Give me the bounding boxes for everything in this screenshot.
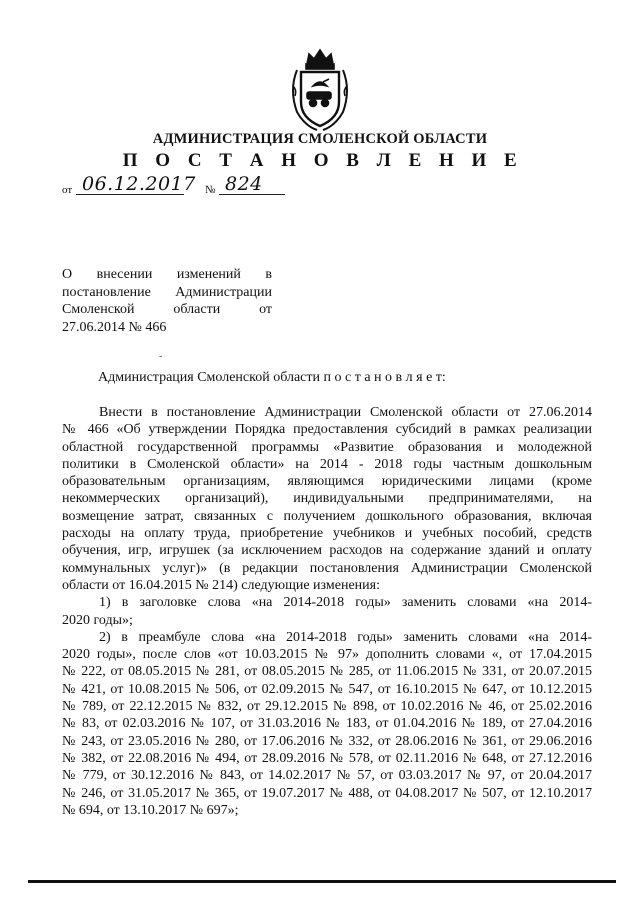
subject-line: 27.06.2014 № 466 bbox=[62, 319, 167, 335]
organization-name: АДМИНИСТРАЦИЯ СМОЛЕНСКОЙ ОБЛАСТИ bbox=[152, 131, 488, 147]
body-line: № 83, от 02.03.2016 № 107, от 31.03.2016 № 183, от 01.04.2016 № 189, от 27.04.2016 bbox=[62, 716, 592, 732]
subject-line: О внесении изменений в bbox=[62, 267, 272, 282]
body-line: 2020 годы», после слов «от 10.03.2015 № 97» дополнить словами «, от 17.04.2015 bbox=[62, 647, 592, 663]
date-underline bbox=[76, 194, 184, 195]
date-prefix: от bbox=[62, 184, 73, 196]
document-subject bbox=[62, 266, 272, 336]
number-underline bbox=[219, 194, 285, 195]
body-line: коммунальных услуг)» (в редакции постановления Администрации Смоленской bbox=[62, 560, 592, 576]
preamble bbox=[98, 370, 446, 386]
bottom-rule bbox=[28, 880, 616, 883]
body-line: возмещение затрат, связанных с получением дошкольного образования, включая bbox=[62, 508, 592, 524]
subject-line: постановление Администрации bbox=[62, 284, 272, 300]
body-line: 2) в преамбуле слова «на 2014-2018 годы» заменить словами «на 2014- bbox=[99, 629, 592, 645]
body-line: № 466 «Об утверждении Порядка предоставления субсидий в рамках реализации bbox=[62, 422, 592, 438]
body-line: политики в Смоленской области» на 2014 - 2018 годы частным дошкольным bbox=[62, 456, 592, 472]
preamble-verb: п о с т а н о в л я е т: bbox=[323, 370, 446, 385]
handwritten-number: 824 bbox=[225, 173, 263, 195]
body-line: № 779, от 30.12.2016 № 843, от 14.02.2017 № 57, от 03.03.2017 № 97, от 20.04.2017 bbox=[62, 768, 592, 784]
body-line: Внести в постановление Администрации Смоленской области от 27.06.2014 bbox=[99, 405, 592, 420]
body-line: расходы на оплату труда, приобретение учебников и учебных пособий, средств bbox=[62, 526, 592, 542]
document-body bbox=[62, 404, 592, 819]
body-line: № 789, от 22.12.2015 № 832, от 29.12.2015 № 898, от 10.02.2016 № 46, от 25.02.2016 bbox=[62, 699, 592, 715]
body-line: обучения, игр, игрушек (за исключением расходов на содержание зданий и оплату bbox=[62, 543, 592, 559]
subject-line: Смоленской области от bbox=[62, 302, 272, 318]
body-line: № 421, от 10.08.2015 № 506, от 02.09.2015 № 547, от 16.10.2015 № 647, от 10.12.2015 bbox=[62, 681, 592, 697]
body-line: некоммерческих организаций), индивидуальными предпринимателями, на bbox=[62, 491, 592, 507]
body-line: № 246, от 31.05.2017 № 365, от 19.07.2017 № 488, от 04.08.2017 № 507, от 12.10.2017 bbox=[62, 785, 592, 801]
body-line: областной государственной программы «Развитие образования и молодежной bbox=[62, 439, 592, 455]
body-line: № 382, от 22.08.2016 № 494, от 28.09.2016 № 578, от 02.11.2016 № 648, от 27.12.2016 bbox=[62, 750, 592, 766]
body-line: № 694, от 13.10.2017 № 697»; bbox=[62, 802, 239, 818]
body-line: образовательным организациям, являющимся юридическими лицами (кроме bbox=[62, 474, 592, 490]
body-line: 2020 годы»; bbox=[62, 612, 133, 628]
document-type: П О С Т А Н О В Л Е Н И Е bbox=[122, 150, 524, 171]
date-number-line bbox=[62, 173, 322, 197]
handwritten-date: 06.12.2017 bbox=[82, 173, 196, 195]
body-line: № 222, от 08.05.2015 № 281, от 08.05.2015 № 285, от 11.06.2015 № 331, от 20.07.2015 bbox=[62, 664, 592, 680]
preamble-text: Администрация Смоленской области bbox=[98, 370, 321, 385]
body-line: области от 16.04.2015 № 214) следующие изменения: bbox=[62, 577, 380, 593]
smolensk-coat-of-arms-icon bbox=[287, 46, 353, 132]
stray-mark: - bbox=[159, 351, 163, 362]
number-prefix: № bbox=[205, 184, 216, 196]
body-line: 1) в заголовке слова «на 2014-2018 годы» заменить словами «на 2014- bbox=[99, 595, 592, 611]
body-line: № 243, от 23.05.2016 № 280, от 17.06.2016 № 332, от 28.06.2016 № 361, от 29.06.2016 bbox=[62, 733, 592, 749]
